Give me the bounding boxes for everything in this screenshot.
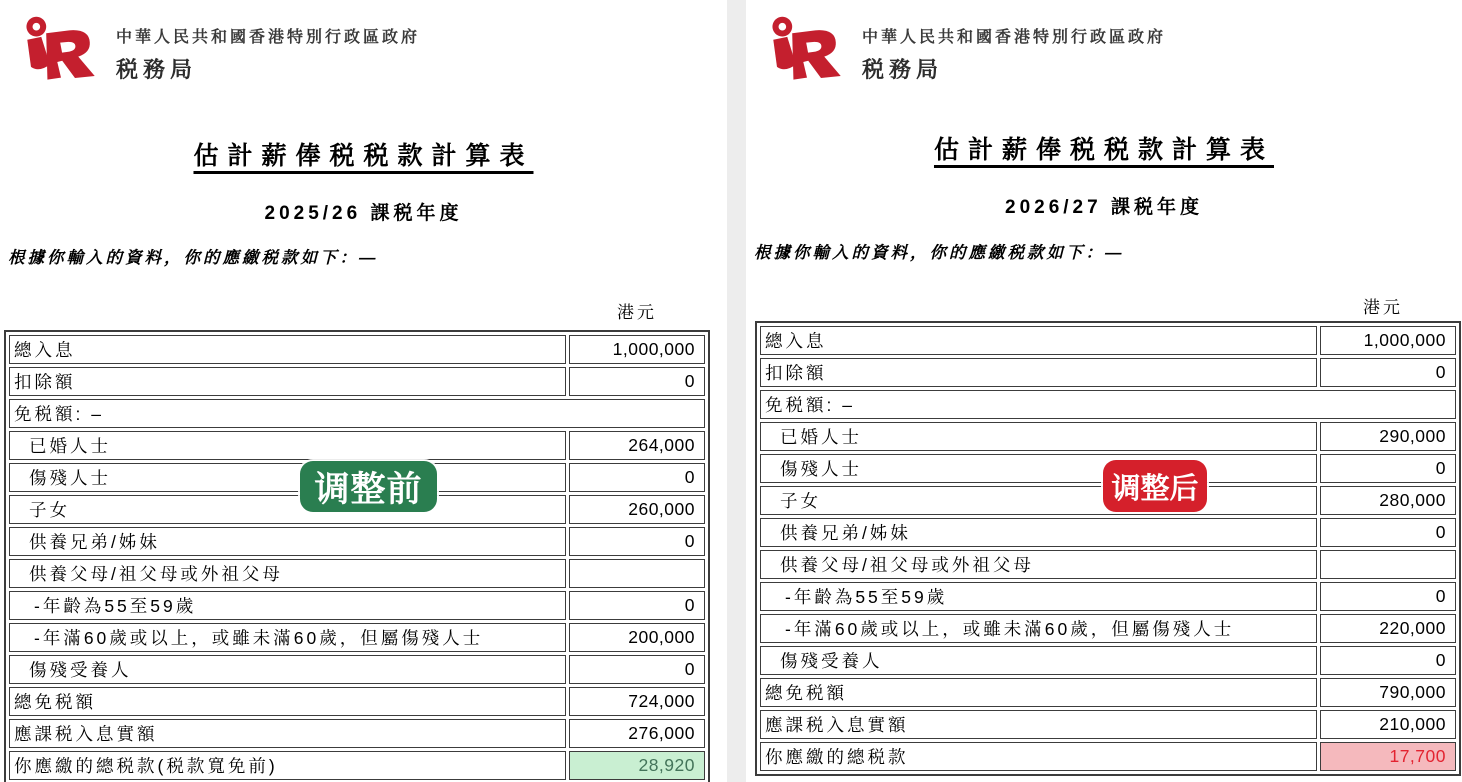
row-value: 276,000 xyxy=(569,719,705,748)
page-title: 估計薪俸税税款計算表 xyxy=(933,136,1274,164)
row-value: 0 xyxy=(569,655,705,684)
table-row xyxy=(9,367,705,396)
row-value: 0 xyxy=(569,463,705,492)
row-label: 你應繳的總税款 xyxy=(760,742,1317,771)
row-value: 1,000,000 xyxy=(1320,326,1456,355)
panel-after-adjustment xyxy=(746,0,1462,782)
panel-divider xyxy=(727,0,746,782)
table-row xyxy=(9,751,705,780)
table-row xyxy=(9,655,705,684)
intro-text: 根據你輸入的資料，你的應繳税款如下：— xyxy=(754,244,1125,262)
row-label: 供養父母/祖父母或外祖父母 xyxy=(9,559,566,588)
government-name: 中華人民共和國香港特別行政區政府 xyxy=(862,29,1167,46)
table-row xyxy=(760,326,1456,355)
table-row xyxy=(9,431,705,460)
table-row xyxy=(760,582,1456,611)
row-label: 總免税額 xyxy=(9,687,566,716)
ird-logo-icon xyxy=(24,14,98,82)
row-value: 0 xyxy=(569,591,705,620)
row-label: 總入息 xyxy=(9,335,566,364)
row-value: 0 xyxy=(1320,454,1456,483)
row-value: 200,000 xyxy=(569,623,705,652)
ird-header xyxy=(770,14,1166,84)
row-label: -年滿60歲或以上，或雖未滿60歲，但屬傷殘人士 xyxy=(9,623,566,652)
tax-calculation-table xyxy=(4,330,710,782)
table-row xyxy=(760,550,1456,579)
row-value: 220,000 xyxy=(1320,614,1456,643)
row-label: 總免税額 xyxy=(760,678,1317,707)
row-label: 扣除額 xyxy=(9,367,566,396)
row-label: 傷殘人士 xyxy=(760,454,1317,483)
row-value: 0 xyxy=(569,527,705,556)
row-value: 0 xyxy=(1320,646,1456,675)
table-row xyxy=(9,527,705,556)
badge-before-adjustment: 调整前 xyxy=(300,461,437,512)
row-value: 264,000 xyxy=(569,431,705,460)
table-row xyxy=(9,719,705,748)
table-row xyxy=(760,678,1456,707)
row-label: 子女 xyxy=(760,486,1317,515)
tax-calculation-table xyxy=(755,321,1461,776)
ird-header-text xyxy=(116,14,420,84)
row-label: 子女 xyxy=(9,495,566,524)
row-label: 供養父母/祖父母或外祖父母 xyxy=(760,550,1317,579)
badge-after-adjustment: 调整后 xyxy=(1103,460,1207,512)
row-label: -年滿60歲或以上，或雖未滿60歲，但屬傷殘人士 xyxy=(760,614,1317,643)
table-row xyxy=(9,399,705,428)
total-tax-value: 28,920 xyxy=(569,751,705,780)
department-name: 税務局 xyxy=(116,57,198,82)
table-row xyxy=(9,623,705,652)
row-label: 已婚人士 xyxy=(9,431,566,460)
row-label: 傷殘人士 xyxy=(9,463,566,492)
table-row xyxy=(760,422,1456,451)
row-label: 總入息 xyxy=(760,326,1317,355)
row-label: 免税額: – xyxy=(9,399,705,428)
row-value: 1,000,000 xyxy=(569,335,705,364)
intro-text: 根據你輸入的資料，你的應繳税款如下：— xyxy=(8,249,379,267)
row-value: 210,000 xyxy=(1320,710,1456,739)
row-label: -年齡為55至59歲 xyxy=(760,582,1317,611)
row-label: 供養兄弟/姊妹 xyxy=(760,518,1317,547)
row-value: 260,000 xyxy=(569,495,705,524)
table-row xyxy=(760,518,1456,547)
row-value: 280,000 xyxy=(1320,486,1456,515)
row-value: 790,000 xyxy=(1320,678,1456,707)
row-label: 應課税入息實額 xyxy=(9,719,566,748)
currency-label: 港元 xyxy=(617,303,657,322)
table-row xyxy=(760,614,1456,643)
table-row xyxy=(760,742,1456,771)
row-value xyxy=(1320,550,1456,579)
table-row xyxy=(760,358,1456,387)
row-label: -年齡為55至59歲 xyxy=(9,591,566,620)
government-name: 中華人民共和國香港特別行政區政府 xyxy=(116,29,421,46)
panel-before-adjustment xyxy=(0,0,727,782)
row-label: 傷殘受養人 xyxy=(9,655,566,684)
row-label: 扣除額 xyxy=(760,358,1317,387)
table-row xyxy=(9,335,705,364)
row-value xyxy=(569,559,705,588)
row-value: 724,000 xyxy=(569,687,705,716)
assessment-year: 2025/26 課税年度 xyxy=(264,203,463,224)
page-title: 估計薪俸税税款計算表 xyxy=(193,142,534,170)
row-value: 0 xyxy=(569,367,705,396)
ird-logo-icon xyxy=(770,14,844,82)
row-value: 0 xyxy=(1320,518,1456,547)
row-label: 免税額: – xyxy=(760,390,1456,419)
row-value: 0 xyxy=(1320,582,1456,611)
ird-header xyxy=(24,14,420,84)
total-tax-value: 17,700 xyxy=(1320,742,1456,771)
row-value: 0 xyxy=(1320,358,1456,387)
row-label: 應課税入息實額 xyxy=(760,710,1317,739)
assessment-year: 2026/27 課税年度 xyxy=(1005,197,1203,218)
row-label: 你應繳的總税款(税款寬免前) xyxy=(9,751,566,780)
ird-header-text xyxy=(862,14,1166,84)
table-row xyxy=(760,646,1456,675)
row-label: 供養兄弟/姊妹 xyxy=(9,527,566,556)
currency-label: 港元 xyxy=(1363,298,1403,317)
row-value: 290,000 xyxy=(1320,422,1456,451)
table-row xyxy=(9,591,705,620)
table-row xyxy=(760,710,1456,739)
row-label: 傷殘受養人 xyxy=(760,646,1317,675)
table-row xyxy=(760,390,1456,419)
department-name: 税務局 xyxy=(862,57,944,82)
table-row xyxy=(9,687,705,716)
row-label: 已婚人士 xyxy=(760,422,1317,451)
table-row xyxy=(9,559,705,588)
